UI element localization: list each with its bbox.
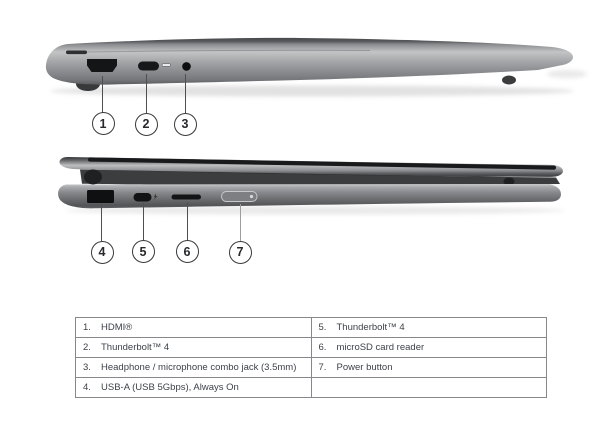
callout-4 <box>91 241 114 264</box>
table-cell <box>76 318 312 338</box>
port-number: 6. <box>318 342 327 353</box>
port-number: 4. <box>83 382 91 393</box>
usb-c-port-top <box>138 62 159 71</box>
port-label: Power button <box>336 362 393 373</box>
microsd-slot <box>172 195 202 200</box>
laptop-body <box>46 38 573 85</box>
table-cell <box>311 318 547 338</box>
callout-line-3 <box>185 74 186 113</box>
table-cell <box>311 358 547 378</box>
callout-1 <box>92 112 115 135</box>
callout-line-1 <box>102 76 103 113</box>
callout-2-number: 2 <box>142 117 150 131</box>
ports-table <box>75 317 547 398</box>
port-number: 2. <box>83 342 91 353</box>
power-button-led <box>250 195 253 198</box>
table-cell <box>76 378 312 398</box>
callout-1-number: 1 <box>99 116 107 131</box>
callout-7 <box>229 241 252 264</box>
callout-3-number: 3 <box>181 117 189 131</box>
hdmi-port <box>87 59 117 72</box>
rubber-foot-right <box>502 76 516 85</box>
callout-6 <box>176 240 199 263</box>
port-number: 3. <box>83 362 91 373</box>
callout-5 <box>132 240 155 263</box>
lid-notch <box>66 51 87 55</box>
laptop-base <box>58 184 561 208</box>
callout-line-5 <box>143 203 144 241</box>
port-number: 1. <box>83 322 91 333</box>
table-row <box>76 378 547 398</box>
callout-5-number: 5 <box>139 244 147 259</box>
callout-line-7 <box>240 204 241 241</box>
shadow-right <box>547 70 587 78</box>
headphone-jack <box>182 62 191 71</box>
hinge-bumper-left <box>84 170 102 185</box>
usb-c-port-bottom <box>134 193 152 202</box>
port-label: Thunderbolt™ 4 <box>336 322 405 333</box>
port-number: 5. <box>318 322 327 333</box>
table-row <box>76 318 547 338</box>
callout-2 <box>135 113 158 136</box>
port-label: microSD card reader <box>336 342 425 353</box>
charging-indicator-slot <box>162 64 171 67</box>
table-row <box>76 358 547 378</box>
usb-a-port <box>87 190 114 203</box>
table-row <box>76 338 547 358</box>
callout-line-2 <box>146 74 147 113</box>
callout-line-4 <box>101 204 102 241</box>
callout-6-number: 6 <box>183 244 191 259</box>
port-number: 7. <box>318 362 327 373</box>
callout-3 <box>174 113 197 136</box>
port-label: Headphone / microphone combo jack (3.5mm) <box>101 362 297 373</box>
shadow <box>65 207 565 215</box>
port-label: USB-A (USB 5Gbps), Always On <box>101 382 239 393</box>
callout-line-6 <box>187 202 188 241</box>
table-cell <box>76 358 312 378</box>
table-cell <box>311 338 547 358</box>
table-cell <box>311 378 547 398</box>
table-cell <box>76 338 312 358</box>
laptop-left-side-view <box>40 28 590 108</box>
callout-4-number: 4 <box>98 245 106 259</box>
shadow <box>50 86 574 97</box>
port-label: HDMI® <box>101 322 133 333</box>
callout-7-number: 7 <box>236 245 244 259</box>
port-label: Thunderbolt™ 4 <box>101 342 170 353</box>
laptop-right-side-view <box>40 148 590 218</box>
